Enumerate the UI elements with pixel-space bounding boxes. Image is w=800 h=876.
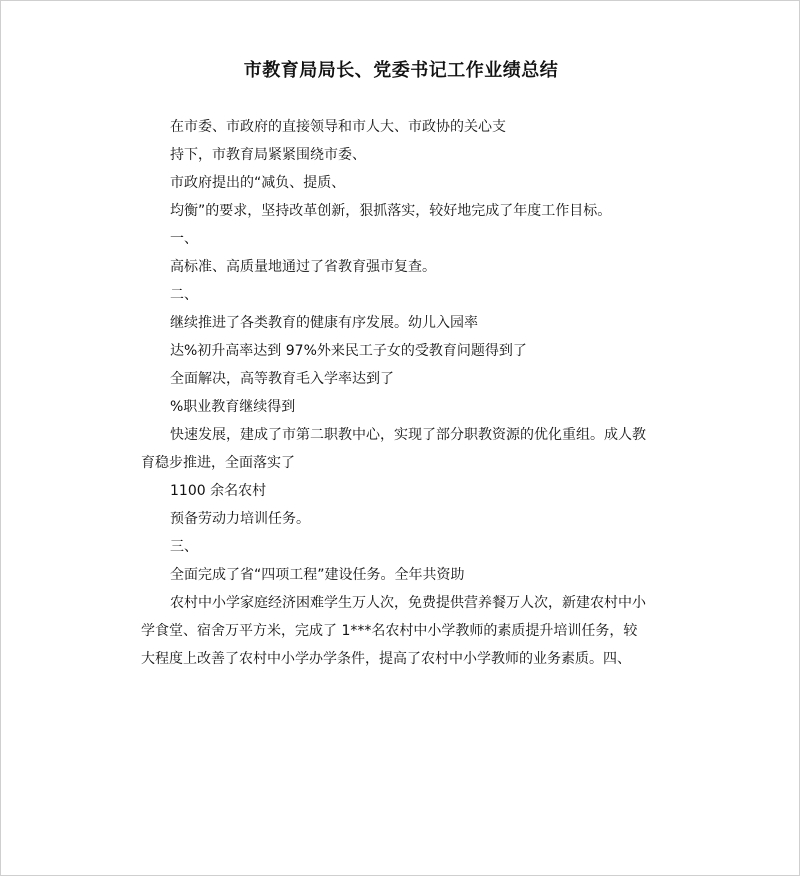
- body-line: 育稳步推进，全面落实了: [141, 455, 295, 471]
- section-number: 三、: [170, 539, 198, 555]
- body-line: 学食堂、宿舍万平方米，完成了 1***名农村中小学教师的素质提升培训任务，较: [141, 623, 638, 639]
- body-line: 达%初升高率达到 97%外来民工子女的受教育问题得到了: [170, 343, 527, 359]
- body-line: 大程度上改善了农村中小学办学条件，提高了农村中小学教师的业务素质。四、: [141, 651, 631, 667]
- body-line: 全面完成了省“四项工程”建设任务。全年共资助: [170, 567, 465, 583]
- body-line: 预备劳动力培训任务。: [170, 511, 310, 527]
- body-line: 全面解决，高等教育毛入学率达到了: [170, 371, 394, 387]
- document-body: [141, 113, 661, 673]
- body-line: 均衡”的要求，坚持改革创新，狠抓落实，较好地完成了年度工作目标。: [170, 203, 612, 219]
- body-line: 持下，市教育局紧紧围绕市委、: [170, 147, 366, 163]
- body-line: %职业教育继续得到: [170, 399, 296, 415]
- body-line: 高标准、高质量地通过了省教育强市复查。: [170, 259, 436, 275]
- body-line: 1100 余名农村: [170, 483, 267, 499]
- section-number: 二、: [170, 287, 198, 303]
- section-number: 一、: [170, 231, 198, 247]
- document-title: 市教育局局长、党委书记工作业绩总结: [243, 60, 559, 81]
- body-line: 快速发展，建成了市第二职教中心，实现了部分职教资源的优化重组。成人教: [170, 427, 646, 443]
- body-line: 继续推进了各类教育的健康有序发展。幼儿入园率: [170, 315, 478, 331]
- body-line: 市政府提出的“减负、提质、: [170, 175, 346, 191]
- body-line: 农村中小学家庭经济困难学生万人次，免费提供营养餐万人次，新建农村中小: [170, 595, 646, 611]
- body-line: 在市委、市政府的直接领导和市人大、市政协的关心支: [170, 119, 506, 135]
